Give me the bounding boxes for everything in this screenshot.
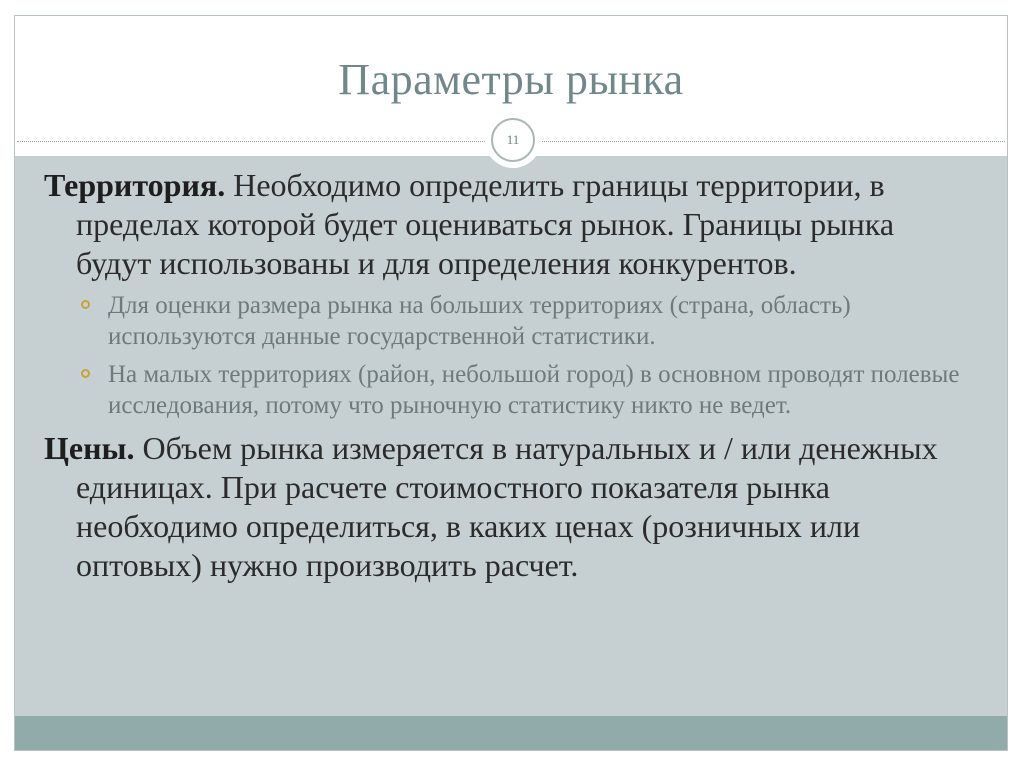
list-item	[44, 359, 964, 421]
list-item-text: На малых территориях (район, небольшой город) в основном проводят полевые исследования, потому что рыночную статистику никто не ведет.	[108, 361, 960, 419]
page-number-badge	[485, 112, 541, 168]
paragraph-heading-prices: Цены.	[44, 430, 135, 466]
list-item-text: Для оценки размера рынка на больших территориях (страна, область) используются данные государственной статистики.	[108, 292, 851, 350]
paragraph-prices	[44, 429, 964, 585]
paragraph-text-territory: Необходимо определить границы территории, в пределах которой будет оцениваться рынок. Границы рынка будут использованы и для определения конкурентов.	[76, 167, 895, 281]
bottom-bar	[15, 716, 1007, 750]
paragraph-text-prices: Объем рынка измеряется в натуральных и / или денежных единицах. При расчете стоимостного показателя рынка необходимо определиться, в каких ценах (розничных или оптовых) нужно производить расчет.	[76, 430, 938, 583]
slide-title: Параметры рынка	[338, 55, 684, 104]
bullet-circle-icon	[81, 300, 90, 309]
slide-body	[44, 166, 964, 585]
bullet-circle-icon	[81, 369, 90, 378]
page-number: 11	[491, 118, 535, 162]
paragraph-heading-territory: Территория.	[44, 167, 226, 203]
list-item	[44, 290, 964, 352]
paragraph-territory	[44, 166, 964, 283]
territory-sub-list	[44, 290, 964, 421]
